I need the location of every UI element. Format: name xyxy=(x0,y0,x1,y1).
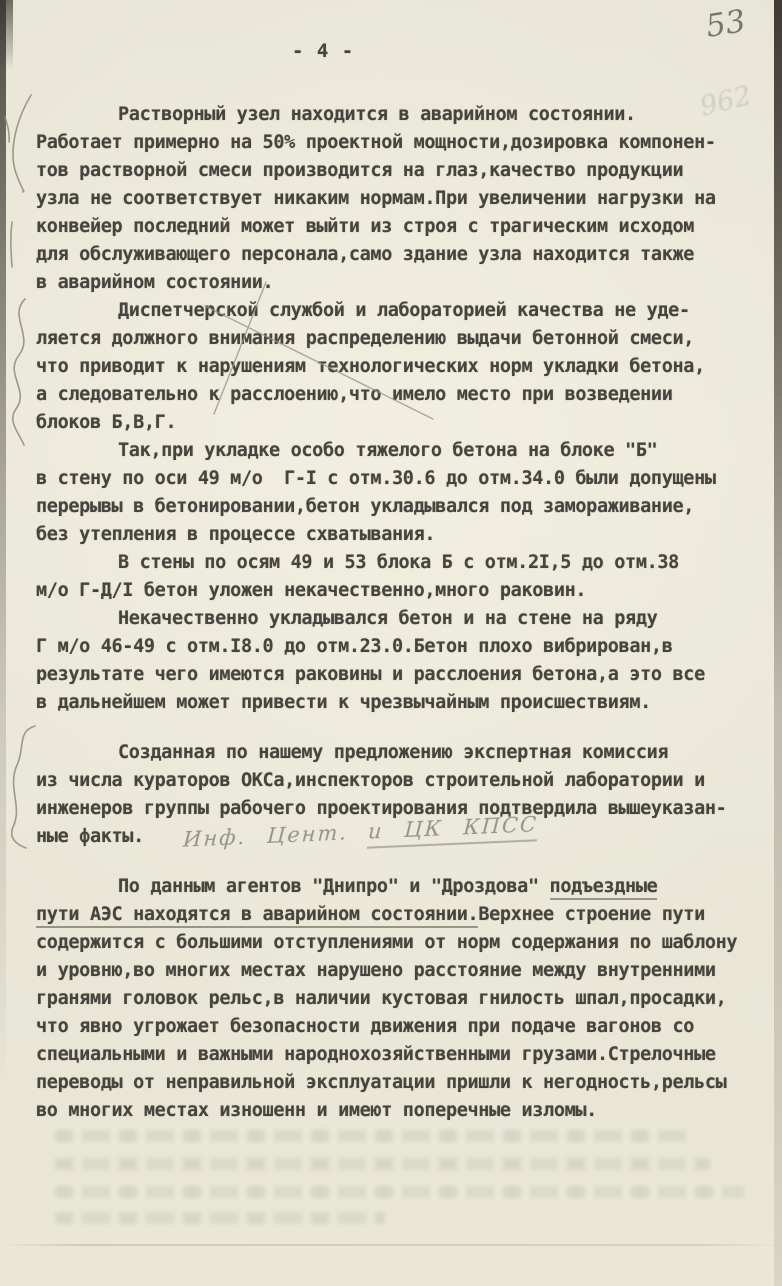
text-line xyxy=(36,873,776,901)
bleed-through-line xyxy=(55,1212,385,1224)
text-line xyxy=(36,381,776,409)
text-segment: Некачественно укладывался бетон и на стене на ряду xyxy=(118,608,658,629)
paragraph-gap xyxy=(36,717,776,739)
text-line xyxy=(36,957,776,985)
text-segment: во многих местах изношенн и имеют поперечные изломы. xyxy=(36,1100,597,1121)
pencil-section-mark xyxy=(12,726,35,848)
text-line xyxy=(36,269,776,297)
text-segment: Растворный узел находится в аварийном состоянии. xyxy=(118,104,636,125)
text-line xyxy=(36,1069,776,1097)
text-line xyxy=(36,739,776,767)
crease-line xyxy=(0,1244,782,1246)
ghost-pencil-mark: 962 xyxy=(697,80,755,123)
text-line xyxy=(36,689,776,717)
text-segment: По данным агентов "Днипро" и "Дроздова" xyxy=(118,876,550,897)
text-segment: Работает примерно на 50% проектной мощности,дозировка компонен- xyxy=(36,132,716,153)
text-segment: ные факты. xyxy=(36,826,144,847)
text-segment: тов растворной смеси производится на глаз,качество продукции xyxy=(36,160,684,181)
text-line xyxy=(36,325,776,353)
text-line xyxy=(36,465,776,493)
text-segment: перерывы в бетонировании,бетон укладывался под замораживание, xyxy=(36,496,695,517)
text-line xyxy=(36,185,776,213)
text-line xyxy=(36,901,776,929)
text-line xyxy=(36,929,776,957)
text-line xyxy=(36,1013,776,1041)
text-line xyxy=(36,661,776,689)
text-segment: Г м/о 46-49 с отм.I8.0 до отм.23.0.Бетон плохо вибрирован,в xyxy=(36,636,673,657)
pencil-paren-mark xyxy=(13,95,31,192)
text-segment: блоков Б,В,Г. xyxy=(36,412,177,433)
bleed-through-line xyxy=(55,1186,745,1198)
paper-corner-shadow xyxy=(0,0,13,70)
text-line xyxy=(36,1041,776,1069)
page-number: - 4 - xyxy=(292,40,355,62)
text-segment: что приводит к нарушениям технологических норм укладки бетона, xyxy=(36,356,705,377)
text-segment: что явно угрожает безопасности движения при подаче вагонов со xyxy=(36,1016,695,1037)
text-line xyxy=(36,521,776,549)
pencil-bar-mark xyxy=(11,222,12,267)
text-segment: м/о Г-Д/I бетон уложен некачественно,много раковин. xyxy=(36,580,587,601)
text-segment: для обслуживающего персонала,само здание узла находится также xyxy=(36,244,695,265)
text-line xyxy=(36,985,776,1013)
text-segment: В стены по осям 49 и 53 блока Б с отм.2I,5 до отм.38 xyxy=(118,552,679,573)
text-segment: в дальнейшем может привести к чрезвычайным происшествиям. xyxy=(36,692,651,713)
text-line xyxy=(36,1097,776,1125)
handwritten-page-index: 53 xyxy=(703,3,749,45)
text-segment: конвейер последний может выйти из строя с трагическим исходом xyxy=(36,216,695,237)
text-segment: гранями головок рельс,в наличии кустовая гнилость шпал,просадки, xyxy=(36,988,727,1009)
text-line xyxy=(36,297,776,325)
text-segment: Созданная по нашему предложению экспертная комиссия xyxy=(118,742,669,763)
text-segment: Так,при укладке особо тяжелого бетона на блоке "Б" xyxy=(118,440,658,461)
text-line xyxy=(36,767,776,795)
text-segment: из числа кураторов ОКСа,инспекторов строительной лаборатории и xyxy=(36,770,705,791)
underlined-text-segment: пути АЭС находятся в аварийном состоянии. xyxy=(36,904,478,928)
underlined-text-segment: подъездные xyxy=(550,876,658,900)
typewritten-text xyxy=(36,101,776,1125)
text-segment: результате чего имеются раковины и расслоения бетона,а это все xyxy=(36,664,705,685)
handwritten-annotation-prefix: Инф. Цент. xyxy=(182,820,349,852)
handwritten-annotation-underlined: и ЦК КПСС xyxy=(367,812,539,849)
text-segment: а следовательно к расслоению,что имело место при возведении xyxy=(36,384,673,405)
text-line xyxy=(36,493,776,521)
text-line xyxy=(36,605,776,633)
text-line xyxy=(36,409,776,437)
text-line xyxy=(36,101,776,129)
text-segment: без утепления в процессе схватывания. xyxy=(36,524,436,545)
text-segment: в стену по оси 49 м/о Г-I с отм.30.6 до отм.34.0 были допущены xyxy=(36,468,716,489)
text-segment: и уровню,во многих местах нарушено расстояние между внутренними xyxy=(36,960,716,981)
text-line xyxy=(36,577,776,605)
text-segment: узла не соответствует никаким нормам.При увеличении нагрузки на xyxy=(36,188,716,209)
text-segment: Верхнее строение пути xyxy=(478,904,705,925)
bleed-through-line xyxy=(55,1130,695,1142)
text-segment: в аварийном состоянии. xyxy=(36,272,274,293)
text-line xyxy=(36,437,776,465)
text-segment: специальными и важными народнохозяйственными грузами.Стрелочные xyxy=(36,1044,716,1065)
text-line xyxy=(36,353,776,381)
text-line xyxy=(36,213,776,241)
bleed-through-line xyxy=(55,1158,710,1170)
text-line xyxy=(36,241,776,269)
text-segment: ляется должного внимания распределению выдачи бетонной смеси, xyxy=(36,328,695,349)
text-line xyxy=(36,157,776,185)
text-segment: инженеров группы рабочего проектирования подтвердила вышеуказан- xyxy=(36,798,727,819)
text-segment: Диспетчерской службой и лабораторией качества не уде- xyxy=(118,300,690,321)
text-line xyxy=(36,549,776,577)
text-segment: содержится с большими отступлениями от норм содержания по шаблону xyxy=(36,932,738,953)
text-line xyxy=(36,129,776,157)
text-segment: переводы от неправильной эксплуатации пришли к негодность,рельсы xyxy=(36,1072,727,1093)
text-line xyxy=(36,633,776,661)
pencil-brace-mark xyxy=(13,299,25,445)
paper-edge-left xyxy=(0,0,6,1286)
paragraph-gap xyxy=(36,851,776,873)
